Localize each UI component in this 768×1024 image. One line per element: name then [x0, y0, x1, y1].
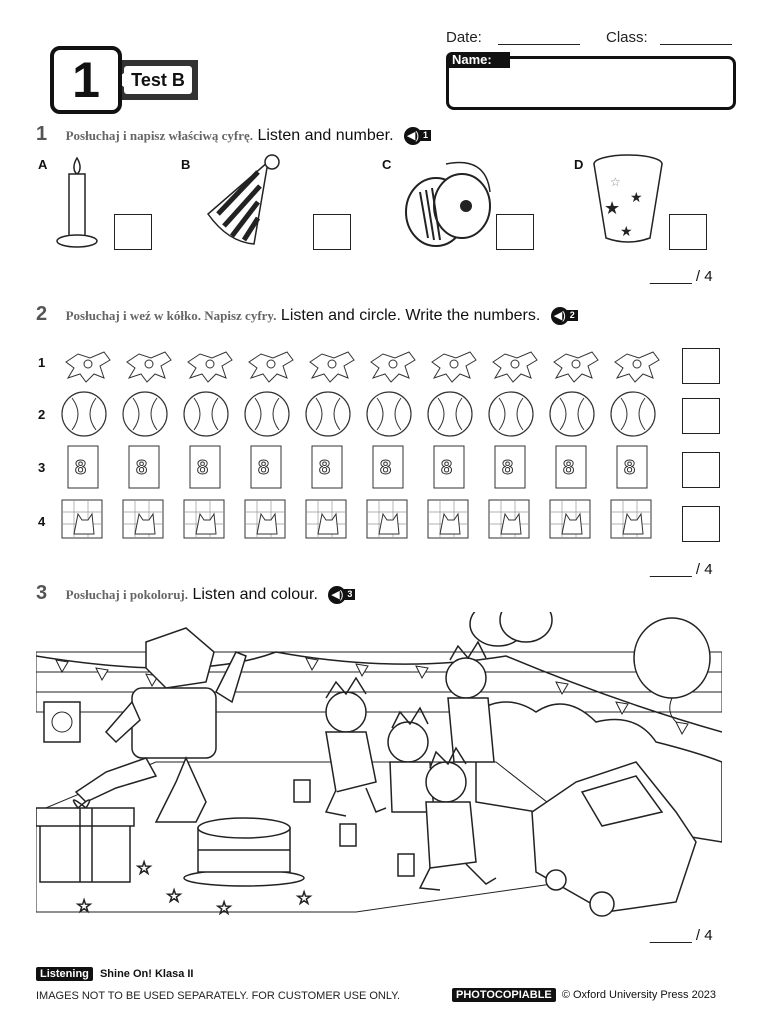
- q2-answer-box-4[interactable]: [682, 506, 720, 542]
- svg-text:8: 8: [136, 457, 148, 479]
- robot-toy-icon[interactable]: [371, 352, 415, 382]
- footer-line-1: [36, 968, 193, 980]
- candle-icon: [52, 154, 102, 250]
- svg-text:☆: ☆: [296, 888, 313, 908]
- robot-toy-icon[interactable]: [66, 352, 110, 382]
- robot-toy-icon[interactable]: [127, 352, 171, 382]
- birthday-card-icon[interactable]: [68, 446, 98, 488]
- q1-item-letter: B: [181, 157, 191, 172]
- svg-text:☆: ☆: [216, 898, 233, 918]
- q1-answer-box-d[interactable]: [669, 214, 707, 250]
- audio-track-number: 3: [344, 589, 355, 600]
- q1-score: _____ / 4: [650, 268, 713, 285]
- q3-number: 3: [36, 582, 48, 604]
- q1-item-letter: D: [574, 157, 584, 172]
- yo-yo-icon: [400, 152, 500, 250]
- class-label: Class:: [606, 29, 648, 46]
- book-title: Shine On! Klasa II: [99, 968, 194, 980]
- audio-track-number: 2: [567, 310, 578, 321]
- party-scene-illustration[interactable]: [36, 612, 722, 918]
- ball-icon[interactable]: [489, 392, 533, 436]
- birthday-card-icon[interactable]: [190, 446, 220, 488]
- q2-heading: [36, 303, 578, 326]
- q3-score: _____ / 4: [650, 927, 713, 944]
- name-label: Name:: [446, 52, 510, 68]
- svg-text:8: 8: [380, 457, 392, 479]
- date-field[interactable]: [498, 44, 580, 45]
- cat-poster-icon[interactable]: [62, 500, 102, 538]
- svg-text:★: ★: [620, 223, 633, 239]
- date-label: Date:: [446, 29, 482, 46]
- ball-icon[interactable]: [550, 392, 594, 436]
- svg-text:☆: ☆: [610, 175, 621, 189]
- q1-answer-box-c[interactable]: [496, 214, 534, 250]
- svg-text:8: 8: [441, 457, 453, 479]
- unit-number: 1: [50, 46, 122, 114]
- q2-number: 2: [36, 303, 48, 325]
- q1-answer-box-b[interactable]: [313, 214, 351, 250]
- svg-text:8: 8: [563, 457, 575, 479]
- robot-toy-icon[interactable]: [310, 352, 354, 382]
- audio-track-2[interactable]: [551, 307, 578, 325]
- cat-poster-icon[interactable]: [245, 500, 285, 538]
- speaker-icon: ◀): [404, 127, 422, 145]
- listening-tag: Listening: [36, 967, 93, 981]
- cat-poster-icon[interactable]: [367, 500, 407, 538]
- birthday-card-icon[interactable]: [373, 446, 403, 488]
- q3-instruction-pl: Posłuchaj i pokoloruj.: [65, 587, 189, 602]
- q1-item-letter: A: [38, 157, 48, 172]
- birthday-card-icon[interactable]: [495, 446, 525, 488]
- q2-row-number: 1: [38, 355, 46, 370]
- copyright: © Oxford University Press 2023: [561, 989, 717, 1001]
- class-field[interactable]: [660, 44, 732, 45]
- cat-poster-icon[interactable]: [123, 500, 163, 538]
- q1-instruction-en: Listen and number.: [257, 127, 394, 144]
- birthday-card-icon[interactable]: [129, 446, 159, 488]
- q2-row-number: 4: [38, 514, 46, 529]
- svg-text:☆: ☆: [136, 858, 153, 878]
- q2-row-number: 2: [38, 407, 46, 422]
- svg-text:8: 8: [197, 457, 209, 479]
- cat-poster-icon[interactable]: [184, 500, 224, 538]
- svg-text:★: ★: [604, 198, 621, 218]
- audio-track-number: 1: [420, 130, 431, 141]
- svg-text:8: 8: [624, 457, 636, 479]
- birthday-card-icon[interactable]: [434, 446, 464, 488]
- svg-text:8: 8: [319, 457, 331, 479]
- test-label: Test B: [124, 66, 192, 94]
- robot-toy-icon[interactable]: [615, 352, 659, 382]
- birthday-card-icon[interactable]: [617, 446, 647, 488]
- q2-picture-grid: [56, 338, 666, 548]
- photocopiable-tag: PHOTOCOPIABLE: [452, 988, 556, 1002]
- cat-poster-icon[interactable]: [489, 500, 529, 538]
- usage-notice: IMAGES NOT TO BE USED SEPARATELY. FOR CUSTOMER USE ONLY.: [36, 990, 401, 1002]
- svg-text:8: 8: [502, 457, 514, 479]
- ball-icon[interactable]: [62, 392, 106, 436]
- birthday-card-icon[interactable]: [251, 446, 281, 488]
- q2-instruction-pl: Posłuchaj i weź w kółko. Napisz cyfry.: [65, 308, 277, 323]
- cat-poster-icon[interactable]: [306, 500, 346, 538]
- ball-icon[interactable]: [184, 392, 228, 436]
- cat-poster-icon[interactable]: [550, 500, 590, 538]
- q1-instruction-pl: Posłuchaj i napisz właściwą cyfrę.: [65, 128, 253, 143]
- q2-score: _____ / 4: [650, 561, 713, 578]
- speaker-icon: ◀): [551, 307, 569, 325]
- q2-answer-box-3[interactable]: [682, 452, 720, 488]
- robot-toy-icon[interactable]: [554, 352, 598, 382]
- q1-heading: [36, 123, 431, 146]
- svg-text:★: ★: [630, 189, 643, 205]
- robot-toy-icon[interactable]: [432, 352, 476, 382]
- audio-track-1[interactable]: [404, 127, 431, 145]
- ball-icon[interactable]: [611, 392, 655, 436]
- ball-icon[interactable]: [123, 392, 167, 436]
- robot-toy-icon[interactable]: [249, 352, 293, 382]
- q2-row-number: 3: [38, 460, 46, 475]
- robot-toy-icon[interactable]: [493, 352, 537, 382]
- q2-instruction-en: Listen and circle. Write the numbers.: [280, 307, 541, 324]
- svg-text:8: 8: [75, 457, 87, 479]
- q3-instruction-en: Listen and colour.: [192, 586, 318, 603]
- svg-text:☆: ☆: [166, 886, 183, 906]
- q1-answer-box-a[interactable]: [114, 214, 152, 250]
- speaker-icon: ◀): [328, 586, 346, 604]
- birthday-card-icon[interactable]: [312, 446, 342, 488]
- cat-poster-icon[interactable]: [611, 500, 651, 538]
- q3-heading: [36, 582, 355, 605]
- audio-track-3[interactable]: [328, 586, 355, 604]
- party-hat-icon: [198, 152, 288, 248]
- cat-poster-icon[interactable]: [428, 500, 468, 538]
- ball-icon[interactable]: [306, 392, 350, 436]
- ball-icon[interactable]: [428, 392, 472, 436]
- q1-item-letter: C: [382, 157, 392, 172]
- q2-answer-box-1[interactable]: [682, 348, 720, 384]
- footer-copyright-block: [452, 989, 716, 1001]
- robot-toy-icon[interactable]: [188, 352, 232, 382]
- ball-icon[interactable]: [245, 392, 289, 436]
- party-cup-icon: [590, 152, 664, 248]
- ball-icon[interactable]: [367, 392, 411, 436]
- svg-text:☆: ☆: [76, 896, 93, 916]
- q1-number: 1: [36, 123, 48, 145]
- svg-text:8: 8: [258, 457, 270, 479]
- birthday-card-icon[interactable]: [556, 446, 586, 488]
- q2-answer-box-2[interactable]: [682, 398, 720, 434]
